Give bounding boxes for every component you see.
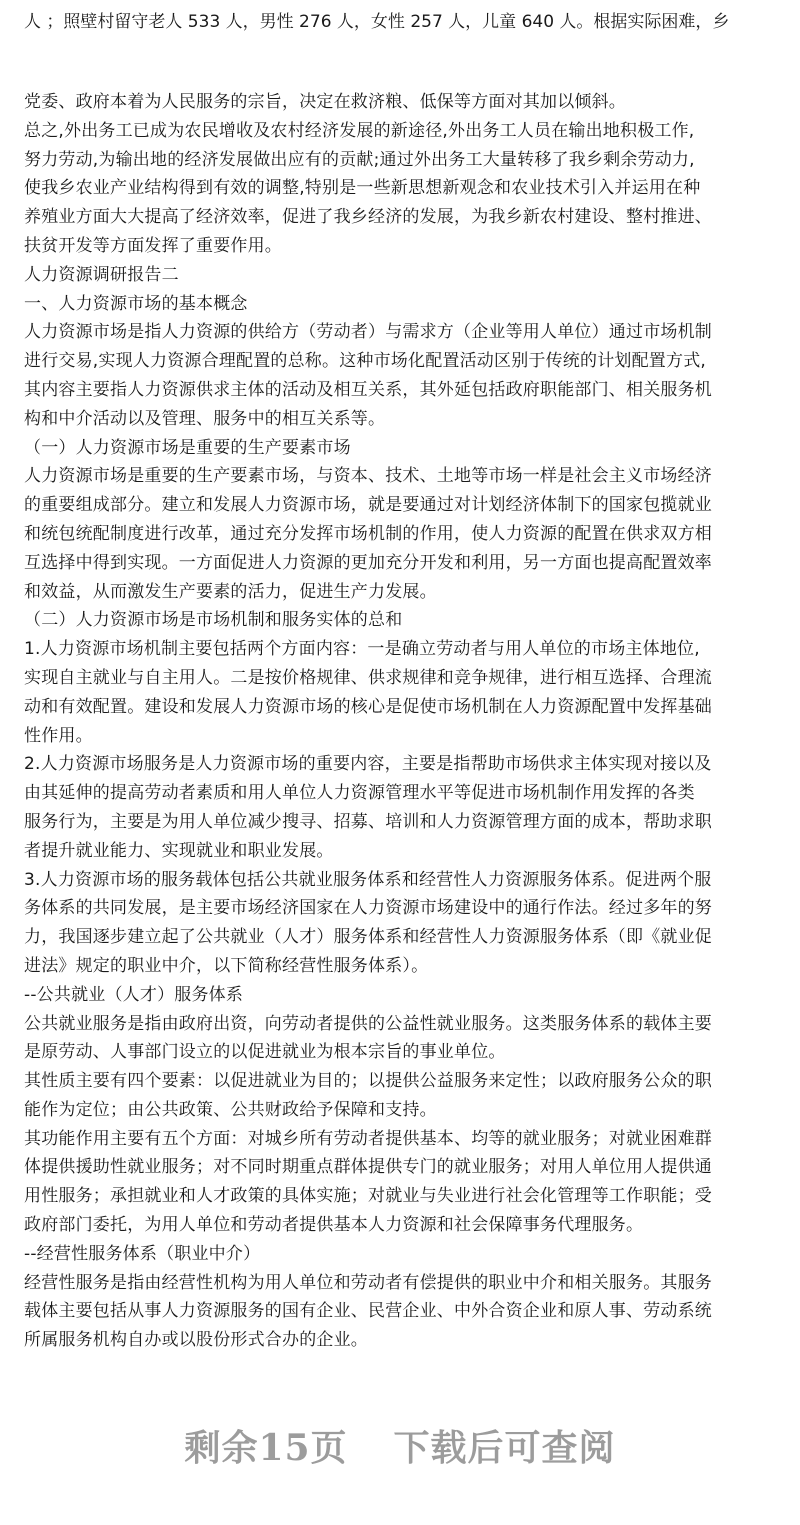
text-line: 动和有效配置。建设和发展人力资源市场的核心是促使市场机制在人力资源配置中发挥基础 [24,696,712,717]
text-line: 其功能作用主要有五个方面：对城乡所有劳动者提供基本、均等的就业服务；对就业困难群 [24,1128,712,1149]
text-line: 和效益，从而激发生产要素的活力，促进生产力发展。 [24,581,437,602]
text-line: 努力劳动,为输出地的经济发展做出应有的贡献;通过外出务工大量转移了我乡剩余劳动力, [24,149,695,170]
text-line: 进法》规定的职业中介，以下简称经营性服务体系）。 [24,955,429,976]
text-line: 载体主要包括从事人力资源服务的国有企业、民营企业、中外合资企业和原人事、劳动系统 [24,1301,712,1322]
section-title: 人力资源调研报告二 [24,264,179,285]
text-line: 人力资源市场是重要的生产要素市场，与资本、技术、土地等市场一样是社会主义市场经济 [24,466,712,487]
download-to-view-label[interactable]: 下载后可查阅 [393,1427,616,1469]
subheading: --公共就业（人才）服务体系 [24,984,244,1005]
text-line: 其内容主要指人力资源供求主体的活动及相互关系，其外延包括政府职能部门、相关服务机 [24,379,712,400]
text-line: 经营性服务是指由经营性机构为用人单位和劳动者有偿提供的职业中介和相关服务。其服务 [24,1272,712,1293]
text-line: 总之,外出务工已成为农民增收及农村经济发展的新途径,外出务工人员在输出地积极工作, [24,120,695,141]
document-body [24,88,778,1355]
text-line: 扶贫开发等方面发挥了重要作用。 [24,235,282,256]
text-line: 互选择中得到实现。一方面促进人力资源的更加充分开发和利用，另一方面也提高配置效率 [24,552,712,573]
text-line: 的重要组成部分。建立和发展人力资源市场，就是要通过对计划经济体制下的国家包揽就业 [24,495,712,516]
text-line: 性作用。 [24,725,93,746]
text-line: 政府部门委托，为用人单位和劳动者提供基本人力资源和社会保障事务代理服务。 [24,1215,644,1236]
top-partial-line: 人 ；照壁村留守老人 533 人，男性 276 人，女性 257 人，儿童 640 人。根据实际困难，乡 [24,12,730,32]
text-line: 3.人力资源市场的服务载体包括公共就业服务体系和经营性人力资源服务体系。促进两个服 [24,869,712,890]
text-line: 能作为定位；由公共政策、公共财政给予保障和支持。 [24,1099,437,1120]
download-prompt-banner[interactable] [0,1420,800,1471]
text-line: 其性质主要有四个要素：以促进就业为目的；以提供公益服务来定性；以政府服务公众的职 [24,1071,712,1092]
text-line: 养殖业方面大大提高了经济效率，促进了我乡经济的发展，为我乡新农村建设、整村推进、 [24,207,712,228]
text-line: 人力资源市场是指人力资源的供给方（劳动者）与需求方（企业等用人单位）通过市场机制 [24,322,712,343]
text-line: 力，我国逐步建立起了公共就业（人才）服务体系和经营性人力资源服务体系（即《就业促 [24,927,712,948]
text-line: 用性服务；承担就业和人才政策的具体实施；对就业与失业进行社会化管理等工作职能；受 [24,1186,712,1207]
text-line: 所属服务机构自办或以股份形式合办的企业。 [24,1330,368,1351]
text-line: 服务行为，主要是为用人单位减少搜寻、招募、培训和人力资源管理方面的成本，帮助求职 [24,811,712,832]
text-line: 使我乡农业产业结构得到有效的调整,特别是一些新思想新观念和农业技术引入并运用在种 [24,178,701,199]
text-line: 公共就业服务是指由政府出资，向劳动者提供的公益性就业服务。这类服务体系的载体主要 [24,1013,712,1034]
subheading: （二）人力资源市场是市场机制和服务实体的总和 [24,610,403,631]
text-line: 是原劳动、人事部门设立的以促进就业为根本宗旨的事业单位。 [24,1042,506,1063]
heading: 一、人力资源市场的基本概念 [24,293,248,314]
text-line: 和统包统配制度进行改革，通过充分发挥市场机制的作用，使人力资源的配置在供求双方相 [24,523,712,544]
subheading: --经营性服务体系（职业中介） [24,1243,261,1264]
text-line: 由其延伸的提高劳动者素质和用人单位人力资源管理水平等促进市场机制作用发挥的各类 [24,783,695,804]
text-line: 进行交易,实现人力资源合理配置的总称。这种市场化配置活动区别于传统的计划配置方式, [24,351,707,372]
text-line: 构和中介活动以及管理、服务中的相互关系等。 [24,408,386,429]
text-line: 2.人力资源市场服务是人力资源市场的重要内容，主要是指帮助市场供求主体实现对接以及 [24,754,712,775]
text-line: 体提供援助性就业服务；对不同时期重点群体提供专门的就业服务；对用人单位用人提供通 [24,1157,712,1178]
text-line: 党委、政府本着为人民服务的宗旨，决定在救济粮、低保等方面对其加以倾斜。 [24,92,626,112]
subheading: （一）人力资源市场是重要的生产要素市场 [24,437,351,458]
remaining-pages-label[interactable]: 剩余15页 [184,1427,348,1469]
text-line: 者提升就业能力、实现就业和职业发展。 [24,840,334,861]
text-line: 务体系的共同发展，是主要市场经济国家在人力资源市场建设中的通行作法。经过多年的努 [24,898,712,919]
text-line: 1.人力资源市场机制主要包括两个方面内容：一是确立劳动者与用人单位的市场主体地位, [24,639,700,660]
text-line: 实现自主就业与自主用人。二是按价格规律、供求规律和竞争规律，进行相互选择、合理流 [24,667,712,688]
